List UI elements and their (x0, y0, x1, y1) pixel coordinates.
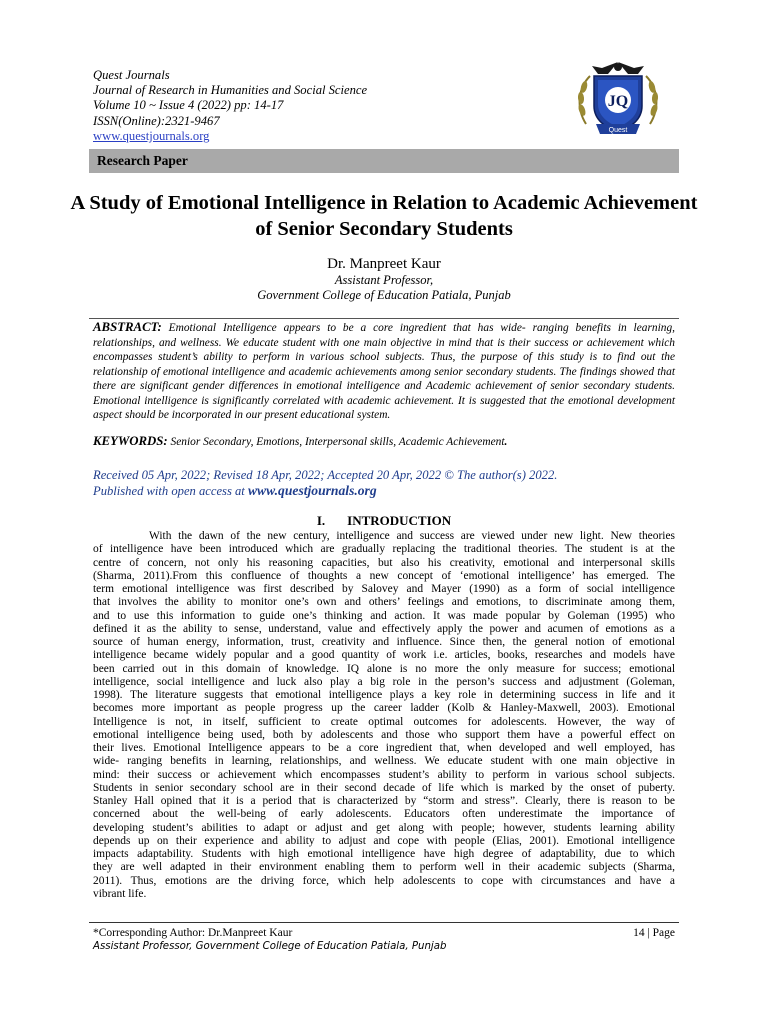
open-access-url[interactable]: www.questjournals.org (247, 483, 377, 498)
body-line: they are well adapted in their environment enabling them to perform well in their academic subjects (Sharma, (93, 861, 675, 874)
author-affiliation (60, 273, 708, 303)
body-line: term emotional intelligence was first described by Salovey and Mayer (1990) as a form of social intelligence (93, 583, 675, 595)
article-history (93, 467, 675, 499)
abstract-label: ABSTRACT: (93, 320, 162, 334)
open-access-text: Published with open access at (93, 484, 248, 498)
body-line: Intelligence is not, in itself, sufficient to create optimal outcomes for adolescents. However, the way of (93, 715, 675, 728)
body-line: depends up on their experience and ability to adjust and cope with people (Elias, 2001). Emotional intelligence (93, 834, 675, 847)
body-line: intelligence, social intelligence and luck also play a big role in the person’s success and adjustment (Goleman, (93, 675, 675, 688)
body-line: vibrant life. (93, 887, 147, 900)
body-line: defined it as the ability to sense, understand, value and effectively apply the power and acumen of emotions as a (93, 622, 675, 635)
body-line: Stanley Hall opined that it is a period that is characterized by “storm and stress”. Clearly, there is reason to be (93, 795, 675, 807)
logo-letters: JQ (607, 93, 629, 110)
journal-volume: Volume 10 ~ Issue 4 (2022) pp: 14-17 (93, 98, 284, 113)
body-line: 1998). The literature suggests that emotional intelligence plays a key role in determining success in life and it (93, 689, 675, 701)
body-line: source of human energy, information, trust, creativity and influence. Since then, the general notion of emotional (93, 636, 675, 648)
body-line: (Sharma, 2011).From this confluence of thoughts a new concept of ‘emotional intelligence’ has emerged. The (93, 569, 675, 582)
journal-issn: ISSN(Online):2321-9467 (93, 113, 220, 128)
body-line: impacts adaptability. Students with high emotional intelligence have high degree of adaptability, due to which (93, 848, 675, 860)
section-number: I. (316, 513, 326, 528)
history-dates: Received 05 Apr, 2022; Revised 18 Apr, 2022; Accepted 20 Apr, 2022 © The author(s) 2022. (93, 468, 558, 482)
body-line: Students in senior secondary school are in their second decade of life which is marked by the onset of puberty. (93, 781, 675, 794)
section-heading (93, 513, 675, 529)
body-line: of intelligence have been introduced which are gradually replacing the traditional theories. The student is at the (93, 543, 675, 556)
body-line: centre of concern, not only his reasoning capacities, but also his creativity, emotional and interpersonal skills (93, 556, 675, 569)
body-line: 2011). Thus, emotions are the driving force, which help adolescents to cope with circumstances and have a (93, 874, 675, 887)
keywords-label: KEYWORDS: (93, 434, 168, 448)
footer-divider (89, 922, 679, 923)
body-line: mind: their success or achievement which encompasses student’s ability to perform in various school subjects. (93, 768, 675, 781)
corresponding-author: *Corresponding Author: Dr.Manpreet Kaur (93, 927, 293, 939)
body-line: emotional intelligence being used, both by adolescents and those who support them have a powerful effect on (93, 728, 675, 741)
abstract-text: Emotional Intelligence appears to be a core ingredient that has wide- ranging benefits in learning, relationships, and wellness. We educate student with one main objective in mind that is their success or achievement which encompasses student’s ability to perform in various school subjects. Thus, the purpose of this study is to find out the relationship of emotional intelligence and academic achievements among senior secondary students. The findings showed that there are significant gender differences in emotional intelligence and Academic achievement of senior secondary students. Emotional intelligence is significantly correlated with academic achievement. It is suggested that the emotional development aspect should be incorporated in our present educational system. (93, 322, 676, 421)
body-line: wide- ranging benefits in learning, relationships, and wellness. We educate student with one main objective in (93, 755, 675, 768)
history-open-access (93, 483, 675, 499)
body-line: developing student’s abilities to adapt or adjust and get along with people; however, students learning ability (93, 821, 675, 834)
body-line: becomes more important as people progress up the career ladder (Kolb & Hanley-Maxwell, 2003). Emotional (93, 702, 675, 715)
body-line: concerned about the well-being of early adolescents. Educators often underestimate the importance of (93, 808, 675, 821)
journal-logo (572, 58, 664, 138)
section-title: INTRODUCTION (347, 513, 452, 528)
body-line: With the dawn of the new century, intelligence and success are viewed under new light. New theories (149, 530, 675, 542)
logo-text: Quest (608, 127, 628, 134)
keywords-end: . (504, 436, 508, 448)
body-line: that involves the ability to monitor one’s own and others’ feelings and emotions, to discriminate among them, (93, 596, 675, 609)
body-line: been carried out in this domain of knowledge. IQ alone is no more the only measure for success; emotional (93, 662, 675, 675)
keywords-text: Senior Secondary, Emotions, Interpersonal skills, Academic Achievement (170, 436, 505, 448)
body-line: and to use this information to guide one’s thinking and action. It was made popular by Goleman (1995) who (93, 609, 675, 622)
journal-name: Quest Journals (93, 68, 170, 82)
abstract (93, 320, 675, 423)
journal-full-name: Journal of Research in Humanities and Social Science (93, 83, 368, 98)
author-institution: Government College of Education Patiala, Punjab (257, 288, 511, 302)
author-name: Dr. Manpreet Kaur (327, 256, 441, 272)
footer-affiliation: Assistant Professor, Government College of Education Patiala, Punjab (93, 941, 447, 952)
page-number: 14 | Page (633, 927, 675, 939)
paper-title: A Study of Emotional Intelligence in Relation to Academic Achievement of Senior Secondary Students (70, 192, 698, 240)
paper-type-bar: Research Paper (89, 149, 679, 173)
body-line: intelligence became widely popular and a good quantity of work i.e. articles, books, researches and models have (93, 649, 675, 662)
journal-url-link[interactable]: www.questjournals.org (93, 128, 210, 143)
abstract-divider (89, 318, 679, 319)
keywords (93, 434, 675, 450)
journal-header (93, 68, 367, 144)
introduction-body (93, 530, 675, 901)
author-position: Assistant Professor, (334, 273, 434, 287)
body-line: their lives. Emotional Intelligence appears to be a core ingredient that, when developed and well employed, has (93, 742, 675, 754)
